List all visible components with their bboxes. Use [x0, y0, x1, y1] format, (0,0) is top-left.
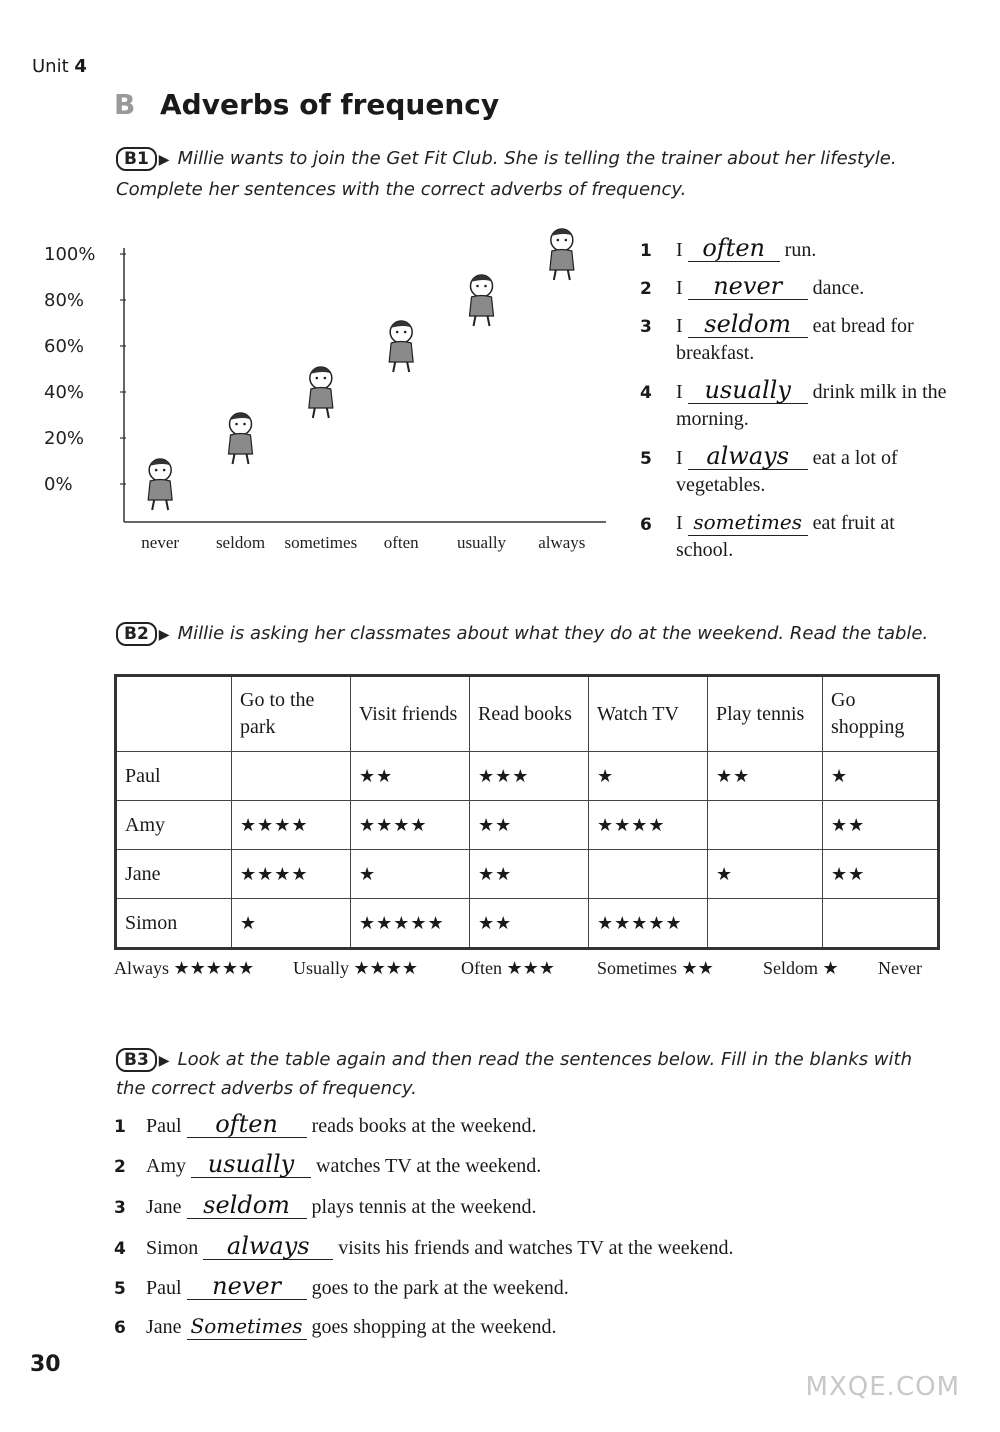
- unit-label-text: Unit: [32, 56, 69, 77]
- section-title: Adverbs of frequency: [160, 88, 500, 121]
- x-tick-label: never: [141, 533, 180, 552]
- legend-item: [114, 958, 254, 979]
- y-tick-label: 80%: [44, 290, 85, 311]
- legend-stars: ★★★: [506, 958, 555, 978]
- table-cell: ★★★★: [232, 850, 351, 899]
- b3-sentence-name: Amy: [146, 1155, 186, 1177]
- child-body: [229, 434, 253, 455]
- b3-sentence-number: 6: [114, 1318, 126, 1338]
- child-eye: [235, 423, 238, 426]
- legend-stars: ★★: [681, 958, 714, 978]
- b1-sentence-post: eat fruit at school.: [676, 512, 895, 561]
- table-row: [116, 801, 939, 850]
- table-cell: ★★★★: [589, 801, 708, 850]
- b3-answer-blank[interactable]: often: [187, 1112, 307, 1138]
- b3-answer-blank[interactable]: always: [203, 1234, 333, 1260]
- chart-axes: [124, 248, 606, 522]
- y-tick-label: 20%: [44, 428, 85, 449]
- b3-answer-blank[interactable]: Sometimes: [187, 1314, 307, 1340]
- b1-answer-blank[interactable]: never: [688, 274, 808, 300]
- child-legs: [554, 270, 570, 280]
- legend-item: [461, 958, 555, 979]
- table-row: [116, 899, 939, 949]
- table-cell: ★★★★: [232, 801, 351, 850]
- y-tick-label: 0%: [44, 474, 73, 495]
- child-body: [148, 480, 172, 501]
- table-cell: [708, 801, 823, 850]
- b3-sentence-4: [114, 1234, 734, 1260]
- b2-instruction: [116, 619, 956, 650]
- chart-point-child: [229, 413, 253, 464]
- b3-sentence-post: visits his friends and watches TV at the weekend.: [338, 1237, 734, 1259]
- table-cell: ★★: [351, 752, 470, 801]
- table-cell: ★: [823, 752, 939, 801]
- b3-badge: B3: [116, 1048, 157, 1072]
- b1-sentence-pre: I: [676, 381, 683, 403]
- table-cell: [823, 899, 939, 949]
- child-body: [470, 296, 494, 317]
- b1-sentence-pre: I: [676, 512, 683, 534]
- frequency-table: [114, 674, 940, 950]
- b3-sentence-5: [114, 1274, 569, 1300]
- child-eye: [396, 331, 399, 334]
- b2-badge: B2: [116, 622, 157, 646]
- child-eye: [404, 331, 407, 334]
- table-cell: ★★★★★: [589, 899, 708, 949]
- b3-instruction-line1: Look at the table again and then read the sentences below. Fill in the blanks with: [177, 1049, 912, 1070]
- legend-stars: ★★★★: [353, 958, 419, 978]
- chart-y-ticks: [44, 244, 126, 495]
- b3-sentence-post: reads books at the weekend.: [311, 1115, 537, 1137]
- y-tick-label: 100%: [44, 244, 96, 265]
- table-row: [116, 752, 939, 801]
- table-cell: [589, 850, 708, 899]
- child-body: [309, 388, 333, 409]
- b1-answer-blank[interactable]: seldom: [688, 312, 808, 338]
- b1-answer-blank[interactable]: sometimes: [688, 510, 808, 536]
- table-cell: ★★★: [470, 752, 589, 801]
- table-cell: ★: [232, 899, 351, 949]
- table-corner-cell: [116, 676, 232, 752]
- table-cell: ★★★★: [351, 801, 470, 850]
- column-header: Visit friends: [351, 676, 470, 752]
- x-tick-label: seldom: [215, 533, 266, 552]
- child-legs: [474, 316, 490, 326]
- b3-sentence-number: 4: [114, 1239, 126, 1259]
- b1-sentence-post: eat a lot of vegetables.: [676, 447, 898, 496]
- b3-sentence-1: [114, 1112, 536, 1138]
- legend-label: Never: [878, 958, 922, 978]
- b3-sentence-post: watches TV at the weekend.: [316, 1155, 542, 1177]
- child-legs: [393, 362, 409, 372]
- legend-item: [597, 958, 714, 979]
- legend-label: Often: [461, 958, 502, 978]
- legend-stars: ★: [822, 958, 839, 978]
- legend-label: Usually: [293, 958, 349, 978]
- b3-answer-blank[interactable]: usually: [191, 1152, 311, 1178]
- child-legs: [233, 454, 249, 464]
- b1-sentence-pre: I: [676, 315, 683, 337]
- b1-instruction-line1: Millie wants to join the Get Fit Club. She is telling the trainer about her lifestyle.: [177, 148, 897, 169]
- child-eye: [163, 469, 166, 472]
- table-cell: ★★: [470, 850, 589, 899]
- b1-sentence-number: 1: [640, 241, 652, 261]
- chart-points: [148, 229, 574, 510]
- b1-sentence-post: drink milk in the morning.: [676, 381, 947, 430]
- column-header: Go to the park: [232, 676, 351, 752]
- table-cell: ★: [351, 850, 470, 899]
- b3-answer-blank[interactable]: never: [187, 1274, 307, 1300]
- b3-sentence-post: plays tennis at the weekend.: [311, 1196, 537, 1218]
- b1-sentence-number: 2: [640, 279, 652, 299]
- play-arrow-icon: ▶: [158, 627, 170, 643]
- b1-badge: B1: [116, 147, 157, 171]
- frequency-chart: [40, 228, 620, 568]
- table-cell: ★★: [470, 801, 589, 850]
- chart-point-child: [550, 229, 574, 280]
- child-eye: [484, 285, 487, 288]
- table-cell: [232, 752, 351, 801]
- b1-sentence-number: 5: [640, 449, 652, 469]
- child-legs: [313, 408, 329, 418]
- b1-sentence-post: eat bread for breakfast.: [676, 315, 914, 364]
- b3-sentence-name: Jane: [146, 1316, 182, 1338]
- table-cell: ★★: [470, 899, 589, 949]
- b3-sentence-name: Jane: [146, 1196, 182, 1218]
- child-legs: [152, 500, 168, 510]
- b3-sentence-6: [114, 1314, 557, 1340]
- child-eye: [316, 377, 319, 380]
- child-eye: [155, 469, 158, 472]
- b3-sentence-name: Paul: [146, 1277, 182, 1299]
- chart-point-child: [389, 321, 413, 372]
- b3-sentence-2: [114, 1152, 541, 1178]
- x-tick-label: usually: [456, 533, 507, 552]
- b3-sentence-name: Paul: [146, 1115, 182, 1137]
- column-header: Play tennis: [708, 676, 823, 752]
- child-eye: [243, 423, 246, 426]
- b3-instruction-line2: the correct adverbs of frequency.: [116, 1078, 417, 1099]
- unit-number: 4: [74, 56, 87, 77]
- play-arrow-icon: ▶: [158, 1053, 170, 1069]
- y-tick-label: 40%: [44, 382, 85, 403]
- page-number: 30: [30, 1352, 61, 1377]
- table-cell: ★★: [708, 752, 823, 801]
- table-header-row: [116, 676, 939, 752]
- child-eye: [476, 285, 479, 288]
- table-cell: ★: [589, 752, 708, 801]
- b3-sentence-number: 1: [114, 1117, 126, 1137]
- play-arrow-icon: ▶: [158, 152, 170, 168]
- b1-sentence-pre: I: [676, 447, 683, 469]
- section-letter: B: [114, 88, 136, 121]
- x-tick-label: often: [383, 533, 419, 552]
- column-header: Watch TV: [589, 676, 708, 752]
- legend-label: Seldom: [763, 958, 819, 978]
- b3-sentence-post: goes to the park at the weekend.: [311, 1277, 569, 1299]
- watermark: MXQE.COM: [805, 1372, 960, 1402]
- table-row: [116, 850, 939, 899]
- legend-label: Sometimes: [597, 958, 677, 978]
- legend-item: [763, 958, 839, 979]
- table-cell: ★★★★★: [351, 899, 470, 949]
- x-tick-label: sometimes: [284, 533, 358, 552]
- chart-x-ticks: [141, 533, 585, 552]
- legend-label: Always: [114, 958, 169, 978]
- child-body: [389, 342, 413, 363]
- b1-sentence-number: 6: [640, 515, 652, 535]
- child-eye: [324, 377, 327, 380]
- b3-sentence-number: 2: [114, 1157, 126, 1177]
- b3-sentence-3: [114, 1193, 536, 1219]
- b3-answer-blank[interactable]: seldom: [187, 1193, 307, 1219]
- table-cell: ★: [708, 850, 823, 899]
- legend-item: [878, 958, 922, 979]
- b1-instruction-line2: Complete her sentences with the correct adverbs of frequency.: [116, 179, 687, 200]
- b3-sentence-number: 3: [114, 1198, 126, 1218]
- chart-point-child: [148, 459, 172, 510]
- b1-answer-blank[interactable]: always: [688, 444, 808, 470]
- b1-instruction: [116, 144, 946, 204]
- child-eye: [557, 239, 560, 242]
- table-cell: ★★: [823, 801, 939, 850]
- b1-sentence-post: run.: [784, 239, 817, 261]
- child-eye: [565, 239, 568, 242]
- b1-answer-blank[interactable]: usually: [688, 378, 808, 404]
- b1-sentence-number: 3: [640, 317, 652, 337]
- b3-sentence-name: Simon: [146, 1237, 199, 1259]
- row-name: Amy: [116, 801, 232, 850]
- table-cell: [708, 899, 823, 949]
- row-name: Paul: [116, 752, 232, 801]
- row-name: Jane: [116, 850, 232, 899]
- table-cell: ★★: [823, 850, 939, 899]
- b3-instruction: [116, 1046, 956, 1102]
- b1-sentence-pre: I: [676, 239, 683, 261]
- row-name: Simon: [116, 899, 232, 949]
- legend-item: [293, 958, 418, 979]
- legend-stars: ★★★★★: [173, 958, 255, 978]
- column-header: Read books: [470, 676, 589, 752]
- b1-answer-blank[interactable]: often: [688, 236, 780, 262]
- b1-sentence-pre: I: [676, 277, 683, 299]
- b3-sentence-number: 5: [114, 1279, 126, 1299]
- child-body: [550, 250, 574, 271]
- chart-point-child: [470, 275, 494, 326]
- y-tick-label: 60%: [44, 336, 85, 357]
- b1-sentence-number: 4: [640, 383, 652, 403]
- unit-label: [32, 56, 87, 77]
- chart-point-child: [309, 367, 333, 418]
- b1-sentence-post: dance.: [812, 277, 865, 299]
- b3-sentence-post: goes shopping at the weekend.: [311, 1316, 557, 1338]
- b2-instruction-text: Millie is asking her classmates about what they do at the weekend. Read the table.: [177, 623, 929, 644]
- column-header: Go shopping: [823, 676, 939, 752]
- x-tick-label: always: [538, 533, 586, 552]
